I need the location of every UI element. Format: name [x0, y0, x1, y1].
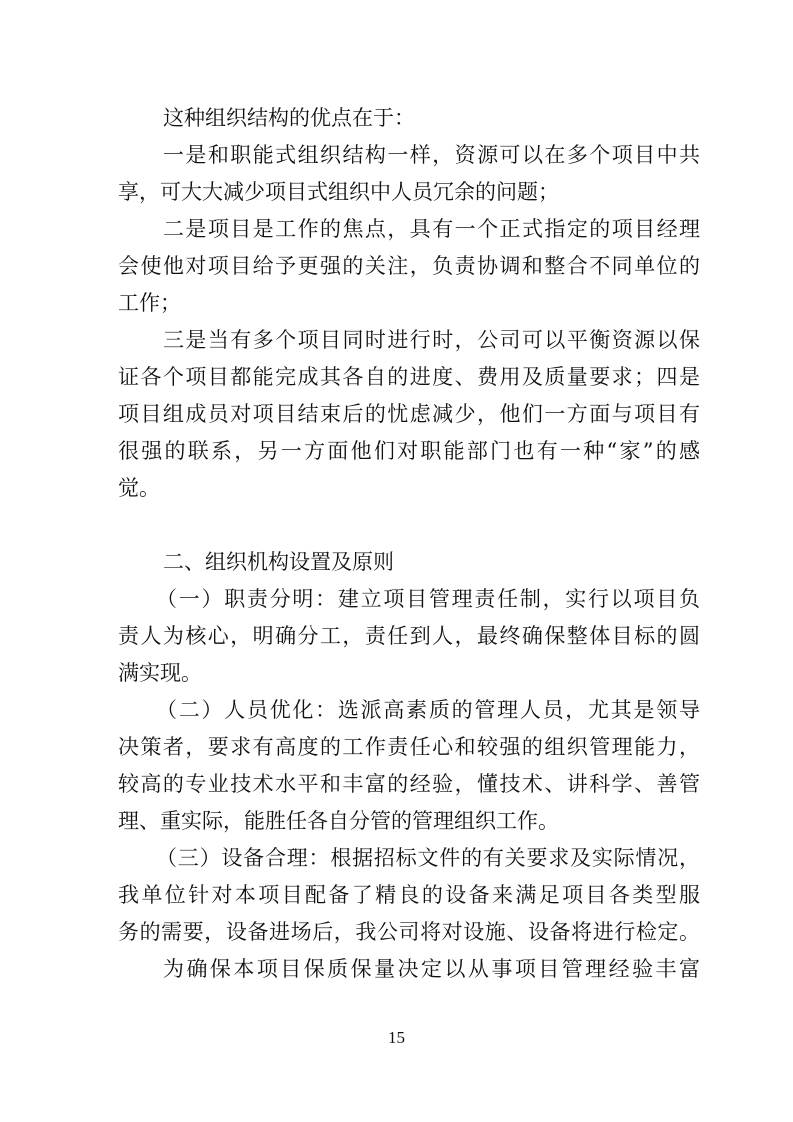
section-heading: 二、组织机构设置及原则 — [163, 550, 394, 574]
paragraph-line: 一是和职能式组织结构一样，资源可以在多个项目中共 — [163, 143, 700, 167]
paragraph-line: 较高的专业技术水平和丰富的经验，懂技术、讲科学、善管 — [118, 772, 700, 796]
paragraph-line: （一）职责分明：建立项目管理责任制，实行以项目负 — [156, 587, 700, 611]
document-body — [118, 100, 700, 988]
paragraph-line: 会使他对项目给予更强的关注，负责协调和整合不同单位的 — [118, 254, 700, 278]
paragraph-line: 务的需要，设备进场后，我公司将对设施、设备将进行检定。 — [118, 920, 700, 944]
paragraph-line: 满实现。 — [118, 661, 202, 685]
paragraph-line: 理、重实际，能胜任各自分管的管理组织工作。 — [118, 809, 559, 833]
paragraph-line: 项目组成员对项目结束后的忧虑减少，他们一方面与项目有 — [118, 402, 700, 426]
paragraph-line: 证各个项目都能完成其各自的进度、费用及质量要求；四是 — [118, 365, 700, 389]
paragraph-line: 三是当有多个项目同时进行时，公司可以平衡资源以保 — [163, 328, 700, 352]
paragraph-line: 为确保本项目保质保量决定以从事项目管理经验丰富 — [163, 957, 700, 981]
paragraph-line: 觉。 — [118, 476, 160, 500]
paragraph-line: （二）人员优化：选派高素质的管理人员，尤其是领导 — [156, 698, 700, 722]
paragraph-line: （三）设备合理：根据招标文件的有关要求及实际情况， — [156, 846, 700, 870]
paragraph-line: 享，可大大减少项目式组织中人员冗余的问题； — [118, 180, 559, 204]
page-number: 15 — [388, 1028, 405, 1047]
paragraph-line: 这种组织结构的优点在于： — [163, 106, 415, 130]
blank-line — [118, 507, 700, 544]
paragraph-line: 责人为核心，明确分工，责任到人，最终确保整体目标的圆 — [118, 624, 700, 648]
paragraph-line: 工作； — [118, 291, 181, 315]
paragraph-line: 我单位针对本项目配备了精良的设备来满足项目各类型服 — [118, 883, 700, 907]
paragraph-line: 很强的联系，另一方面他们对职能部门也有一种“家”的感 — [118, 439, 700, 463]
paragraph-line: 决策者，要求有高度的工作责任心和较强的组织管理能力， — [118, 735, 700, 759]
paragraph-line: 二是项目是工作的焦点，具有一个正式指定的项目经理 — [163, 217, 700, 241]
